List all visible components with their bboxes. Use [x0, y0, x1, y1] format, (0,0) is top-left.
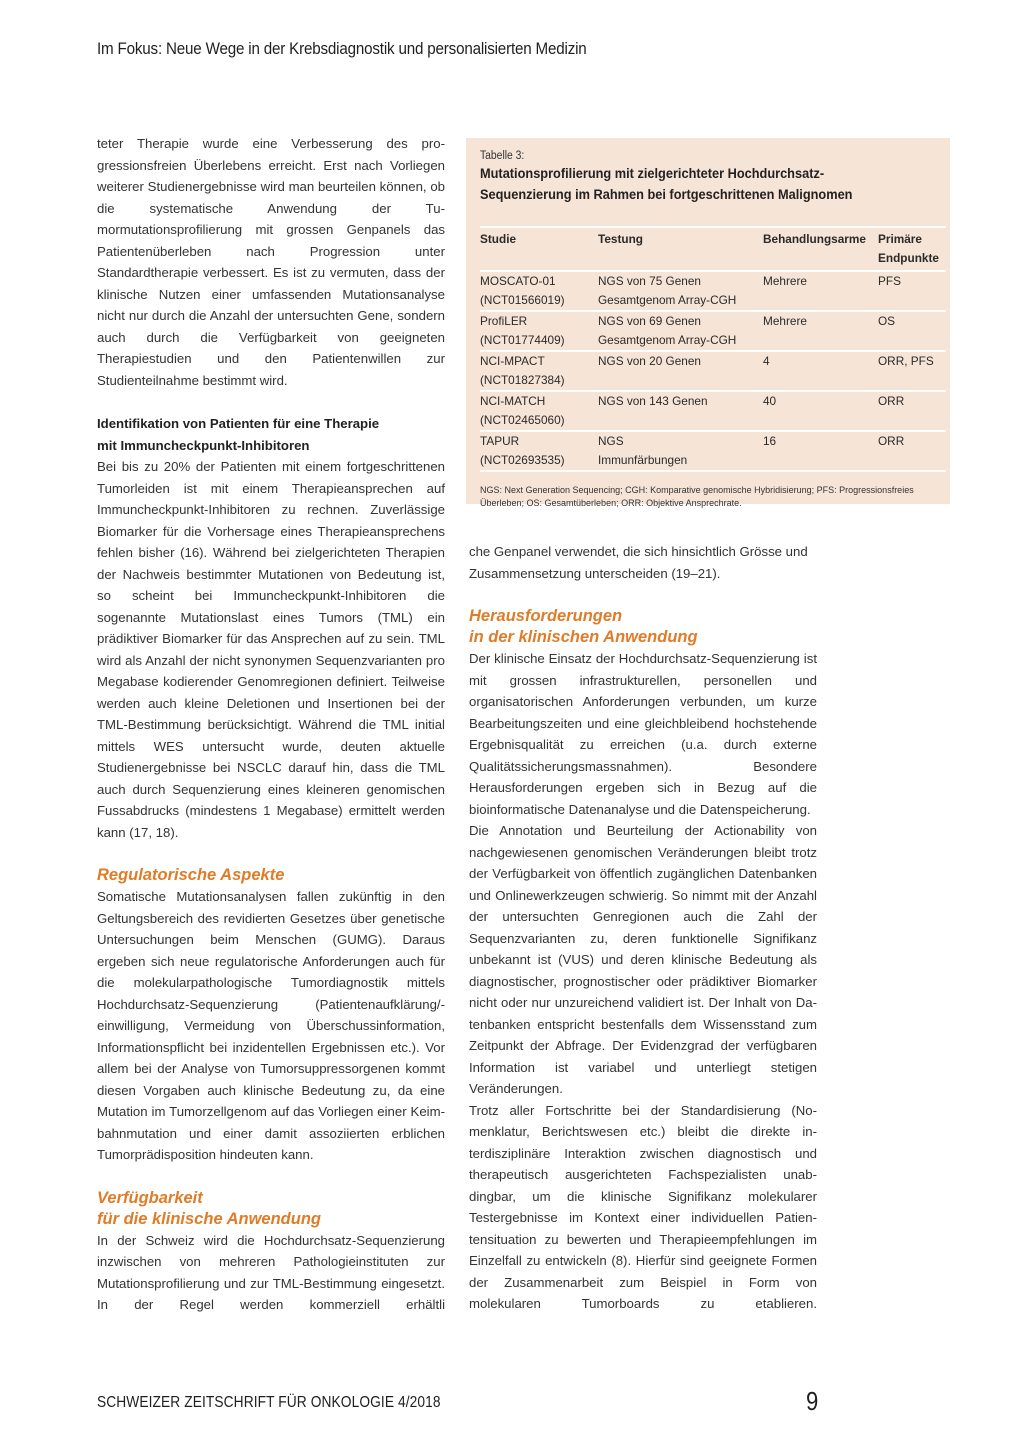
testing-method: NGS von 75 Genen [598, 274, 701, 288]
availability-paragraph: In der Schweiz wird die Hochdurchsatz-Sequenzierung inzwischen von mehreren Pathologieinstituten zur Mutationsprofilierung und zur TML-Bestimmung eingesetzt. In der Regel werden kommerziell erhältli [97, 1232, 445, 1312]
table-3-box [466, 138, 950, 508]
treatment-arms: Mehrere [763, 274, 807, 288]
challenges-paragraph-3: Trotz aller Fortschritte bei der Standardisierung (Nomenklatur, Berichtswesen etc.) bleibt die direkte interdisziplinäre Interaktion zwischen diagnostisch und therapeutisch ausgerichteten Fachspezialisten unabdingbar, um die klinische Signifikanz molekularer Testergebnisse im Kontext einer individuellen Patientensituation zu bewerten und Therapieempfehlungen im Einzelfall zu entwickeln (8). Hierfür sind geeignete Formen der Zusammenarbeit zum Beispiel in Form von molekularen Tumorboards zu etablieren. [469, 1102, 817, 1311]
study-id: (NCT01774409) [480, 333, 565, 347]
study-name: TAPUR [480, 434, 520, 448]
testing-method-secondary: Gesamtgenom Array-CGH [598, 333, 737, 347]
primary-endpoints: ORR, PFS [878, 354, 934, 368]
page-number: 9 [806, 1386, 819, 1416]
study-name: NCI-MPACT [480, 354, 545, 368]
table-row [480, 391, 946, 431]
continuation-paragraph: che Genpanel verwendet, die sich hinsichtlich Grösse und Zusammensetzung unterscheiden (19–21). [469, 544, 808, 581]
testing-method: NGS von 20 Genen [598, 354, 701, 368]
running-title: Im Fokus: Neue Wege in der Krebsdiagnostik und personalisierten Medizin [97, 40, 587, 58]
challenges-paragraph-2: Die Annotation und Beurteilung der Actionability von nachgewiesenen genomischen Veränderungen bleibt trotz der Verfügbarkeit von öffentlich zugänglichen Datenbanken und Onlinewerkzeugen schwierig. So nimmt mit der Anzahl der untersuchten Genregionen auch die Zahl der Sequenzvarianten zu, deren funktionelle Signifikanz unbekannt ist (VUS) und deren klinische Bedeutung als diagnostischer, prognostischer oder prädiktiver Biomarker nicht oder nur unzureichend validiert ist. Der Inhalt von Datenbanken entspricht bestenfalls dem Wissensstand zum Zeitpunkt der Abfrage. Der Evidenzgrad der verfügbaren Information ist variabel und unterliegt stetigen Veränderungen. [469, 823, 817, 1096]
testing-method-secondary: Gesamtgenom Array-CGH [598, 293, 737, 307]
mutation-profiling-table [480, 226, 946, 472]
study-name: ProfiLER [480, 314, 528, 328]
testing-method: NGS von 69 Genen [598, 314, 701, 328]
study-id: (NCT02693535) [480, 453, 565, 467]
challenges-paragraph-1: Der klinische Einsatz der Hochdurchsatz-Sequenzierung ist mit grossen infrastrukturellen, personellen und organisatorischen Anforderungen verbunden, um kurze Bearbeitungszeiten und eine gleichbleibend hochstehende Ergebnisqualität zu erreichen (u.a. durch externe Qualitätssicherungsmassnahmen). Besondere Herausforderungen ergeben sich in Bezug auf die bioinformatische Datenanalyse und die Datenspeicherung. [469, 651, 817, 817]
section-heading-availability-line2: für die klinische Anwendung [97, 1209, 321, 1228]
section-heading-regulatory: Regulatorische Aspekte [97, 866, 285, 884]
left-column [97, 133, 445, 1316]
column-header-testung: Testung [598, 232, 643, 246]
treatment-arms: Mehrere [763, 314, 807, 328]
footer-journal-name: SCHWEIZER ZEITSCHRIFT FÜR ONKOLOGIE 4/2018 [97, 1394, 441, 1411]
section-heading-challenges-line2: in der klinischen Anwendung [469, 628, 698, 646]
treatment-arms: 4 [763, 354, 770, 368]
study-id: (NCT01827384) [480, 373, 565, 387]
table-title-line1: Mutationsprofilierung mit zielgerichteter Hochdurchsatz- [480, 166, 825, 182]
study-name: NCI-MATCH [480, 394, 546, 408]
regulatory-paragraph: Somatische Mutationsanalysen fallen zukünftig in den Geltungsbereich des revidierten Gesetzes über genetische Untersuchungen beim Menschen (GUMG). Daraus ergeben sich neue regulatorische Anforderungen auch für die molekularpathologische Tumordiagnostik mittels Hochdurchsatz-Sequenzierung (Patientenaufklärung/-einwilligung, Vermeidung von Überschussinformation, Informationspflicht bei inzidentellen Ergebnissen etc.). Vor allem bei der Analyse von Tumorsuppressorgenen kommt diesen Vorgaben auch klinische Bedeutung zu, da eine Mutation im Tumorzellgenom auf das Vorliegen einer Keimbahnmutation und einer damit assoziierten erblichen Tumorprädisposition hindeuten kann. [97, 889, 445, 1162]
testing-method-secondary: Immunfärbungen [598, 453, 688, 467]
subheading-immuno-line1: Identifikation von Patienten für eine Therapie [97, 416, 380, 431]
section-heading-availability-line1: Verfügbarkeit [97, 1188, 203, 1207]
table-header-row [480, 227, 946, 271]
table-row [480, 351, 946, 391]
treatment-arms: 40 [763, 394, 777, 408]
subheading-immuno-line2: mit Immuncheckpunkt-Inhibitoren [97, 437, 310, 453]
section-heading-challenges-line1: Herausforderungen [469, 607, 623, 625]
right-column [469, 541, 817, 1315]
table-label: Tabelle 3: [480, 150, 525, 162]
table-row [480, 271, 946, 311]
table-row [480, 431, 946, 471]
study-name: MOSCATO-01 [480, 274, 556, 288]
primary-endpoints: OS [878, 314, 896, 328]
column-header-behandlungsarme: Behandlungsarme [763, 232, 866, 246]
study-id: (NCT01566019) [480, 293, 565, 307]
table-footnote: NGS: Next Generation Sequencing; CGH: Komparative genomische Hybridisierung; PFS: Progressionsfreies Überleben; OS: Gesamtüberleben; ORR: Objektive Ansprechrate. [480, 485, 914, 508]
testing-method: NGS von 143 Genen [598, 394, 708, 408]
primary-endpoints: ORR [878, 434, 905, 448]
intro-paragraph: teter Therapie wurde eine Verbesserung des progressionsfreien Überlebens erreicht. Erst nach Vorliegen weiterer Studienergebnisse wird man beurteilen können, ob die systematische Anwendung der Tumormutationsprofilierung mit grossen Genpanels das Patientenüberleben nach Progression unter Standardtherapie verbessert. Es ist zu vermuten, dass der klinische Nutzen einer umfassenden Mutationsanalyse nicht nur durch die Anzahl der untersuchten Gene, sondern auch durch die Verfügbarkeit von geeigneten Therapiestudien und den Patientenwillen zur Studienteilnahme bestimmt wird. [97, 136, 445, 388]
immuno-paragraph: Bei bis zu 20% der Patienten mit einem fortgeschrittenen Tumorleiden ist mit einem Therapieansprechen auf Immuncheckpunkt-Inhibitoren zu rechnen. Zuverlässige Biomarker für die Vorhersage eines Therapieansprechens fehlen bisher (16). Während bei zielgerichteten Therapien der Nachweis bestimmter Mutationen von Bedeutung ist, so scheint bei Immuncheckpunkt-Inhibitoren die sogenannte Mutationslast eines Tumors (TML) ein prädiktiver Biomarker für das Ansprechen auf zu sein. TML wird als Anzahl der nicht synonymen Sequenzvarianten pro Megabase kodierender Genomregionen definiert. Teilweise werden auch kleine Deletionen und Insertionen bei der TML-Bestimmung berücksichtigt. Während die TML initial mittels WES untersucht wurde, deuten aktuelle Studienergebnisse bei NSCLC darauf hin, dass die TML auch durch Sequenzierung eines kleineren genomischen Fussabdrucks (mindestens 1 Megabase) ermittelt werden kann (17, 18). [97, 459, 445, 840]
column-header-studie: Studie [480, 232, 517, 246]
primary-endpoints: PFS [878, 274, 901, 288]
table-title-line2: Sequenzierung im Rahmen bei fortgeschrittenen Malignomen [480, 187, 853, 203]
primary-endpoints: ORR [878, 394, 905, 408]
treatment-arms: 16 [763, 434, 777, 448]
testing-method: NGS [598, 434, 624, 448]
table-row [480, 311, 946, 351]
column-header-endpunkte: Primäre Endpunkte [878, 232, 939, 265]
study-id: (NCT02465060) [480, 413, 565, 427]
